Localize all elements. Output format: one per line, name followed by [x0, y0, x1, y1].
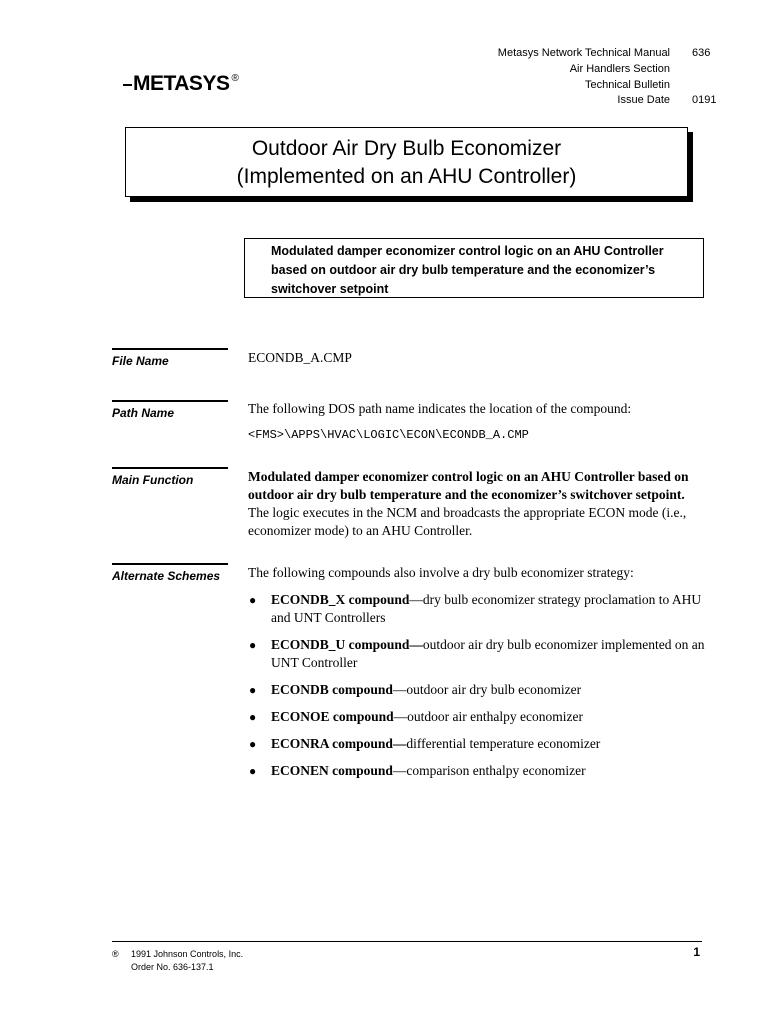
- logo-dash: [123, 84, 132, 86]
- header-bulletin-label: Technical Bulletin: [585, 79, 670, 91]
- bullet-icon: ●: [249, 593, 257, 607]
- page-number: 1: [693, 945, 700, 959]
- title-line-2: (Implemented on an AHU Controller): [236, 165, 577, 188]
- summary-box: Modulated damper economizer control logic on an AHU Controller based on outdoor air dry bulb temperature and the economizer’s switchover setpoint: [244, 238, 704, 298]
- compound-name: ECONOE compound: [271, 709, 394, 724]
- bullet-icon: ●: [249, 737, 257, 751]
- compound-desc: —comparison enthalpy economizer: [392, 763, 586, 778]
- header-section-label: Air Handlers Section: [569, 63, 670, 75]
- compound-desc: differential temperature economizer: [406, 736, 601, 751]
- compound-name: ECONEN compound: [271, 763, 393, 778]
- path-name-dos-path: <FMS>\APPS\HVAC\LOGIC\ECON\ECONDB_A.CMP: [248, 428, 529, 442]
- list-item: [248, 762, 708, 780]
- footer-copyright: 1991 Johnson Controls, Inc.: [131, 949, 244, 959]
- title-line-1: Outdoor Air Dry Bulb Economizer: [251, 137, 562, 160]
- list-item: [248, 708, 708, 726]
- title-box: [125, 127, 688, 197]
- header-row-section: [368, 62, 768, 77]
- bullet-icon: ●: [249, 683, 257, 697]
- alternate-schemes-list: [248, 591, 708, 789]
- file-name-label: File Name: [112, 348, 228, 368]
- list-item: [248, 591, 708, 627]
- compound-desc: —outdoor air enthalpy economizer: [393, 709, 583, 724]
- header-row-bulletin: [368, 78, 768, 93]
- bullet-icon: ●: [249, 710, 257, 724]
- list-item: [248, 636, 708, 672]
- bullet-icon: ●: [249, 764, 257, 778]
- header-issue-date-label: Issue Date: [617, 94, 670, 106]
- compound-name: ECONDB_U compound—: [271, 637, 423, 652]
- compound-name: ECONDB_X compound: [271, 592, 410, 607]
- compound-desc: —outdoor air dry bulb economizer: [392, 682, 582, 697]
- header-row-manual: [368, 46, 768, 61]
- footer-divider: [112, 941, 702, 942]
- copyright-icon: ®: [112, 949, 119, 959]
- footer-copyright-line: [112, 948, 243, 961]
- compound-name: ECONRA compound—: [271, 736, 407, 751]
- header-row-issue-date: [368, 93, 768, 108]
- path-name-text: The following DOS path name indicates the location of the compound:: [248, 401, 632, 416]
- main-function-body: [248, 468, 708, 540]
- footer-info: [112, 948, 243, 974]
- logo-registered-mark: ®: [231, 73, 239, 84]
- footer-order-number: Order No. 636-137.1: [131, 962, 214, 972]
- bullet-icon: ●: [249, 638, 257, 652]
- path-name-label: Path Name: [112, 400, 228, 420]
- header-manual-label: Metasys Network Technical Manual: [497, 47, 670, 59]
- compound-desc: outdoor air dry bulb economizer implemented on an UNT Controller: [271, 637, 705, 670]
- logo-text: METASYS: [133, 72, 230, 95]
- list-item: [248, 681, 708, 699]
- main-function-label: Main Function: [112, 467, 228, 487]
- header-manual-number: 636: [692, 47, 711, 59]
- main-function-text: The logic executes in the NCM and broadcasts the appropriate ECON mode (i.e., economizer mode) to an AHU Controller.: [248, 505, 687, 538]
- compound-name: ECONDB compound: [271, 682, 393, 697]
- header-issue-date-value: 0191: [692, 94, 717, 106]
- file-name-value: ECONDB_A.CMP: [248, 350, 352, 365]
- list-item: [248, 735, 708, 753]
- alternate-schemes-label: Alternate Schemes: [112, 563, 228, 583]
- compound-desc: —dry bulb economizer strategy proclamation to AHU and UNT Controllers: [271, 592, 702, 625]
- metasys-logo: [123, 72, 238, 96]
- alternate-schemes-intro: The following compounds also involve a dry bulb economizer strategy:: [248, 565, 634, 580]
- main-function-bold-text: Modulated damper economizer control logic on an AHU Controller based on outdoor air dry bulb temperature and the economizer’s switchover setpoint.: [248, 469, 689, 502]
